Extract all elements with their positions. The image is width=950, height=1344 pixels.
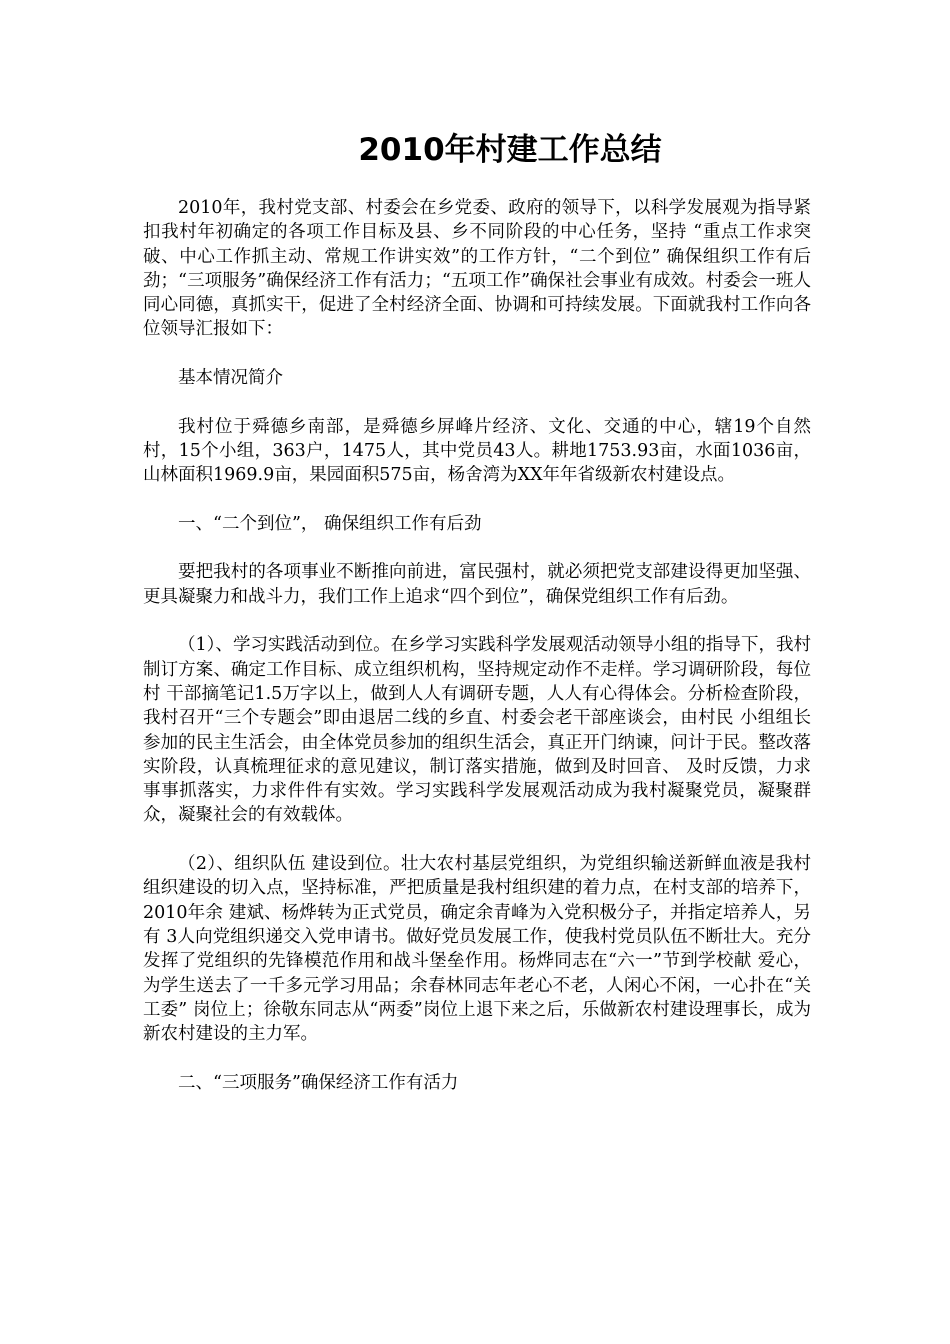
item-1-paragraph: （1）、学习实践活动到位。在乡学习实践科学发展观活动领导小组的指导下，我村制订方案、确定工作目标、成立组织机构，坚持规定动作不走样。学习调研阶段，每位村 干部摘笔记1.5万字以上，做到人人有调研专题，人人有心得体会。分析检查阶段，我村召开“三个专题会”即由退居二线的乡直、村委会老干部座谈会，由村民 小组组长参加的民主生活会，由全体党员参加的组织生活会，真正开门纳谏，问计于民。整改落实阶段，认真梳理征求的意见建议，制订落实措施，做到及时回音、 及时反馈，力求事事抓落实，力求件件有实效。学习实践科学发展观活动成为我村凝聚党员，凝聚群众，凝聚社会的有效载体。: [143, 635, 811, 826]
section-heading-two: 二、“三项服务”确保经济工作有活力: [178, 1072, 459, 1093]
intro-paragraph: 2010年，我村党支部、村委会在乡党委、政府的领导下，以科学发展观为指导紧扣我村年初确定的各项工作目标及县、乡不同阶段的中心任务，坚持 “重点工作求突破、中心工作抓主动、常规工作讲实效”的工作方针，“二个到位” 确保组织工作有后劲；“三项服务”确保经济工作有活力；“五项工作”确保社会事业有成效。村委会一班人同心同德，真抓实干，促进了全村经济全面、协调和可持续发展。下面就我村工作向各位领导汇报如下：: [143, 198, 811, 340]
item-2-paragraph: （2）、组织队伍 建设到位。壮大农村基层党组织，为党组织输送新鲜血液是我村组织建设的切入点，坚持标准，严把质量是我村组织建的着力点，在村支部的培养下，2010年余 建斌、杨烨转为正式党员，确定余青峰为入党积极分子，并指定培养人，另有 3人向党组织递交入党申请书。做好党员发展工作，使我村党员队伍不断壮大。充分发挥了党组织的先锋模范作用和战斗堡垒作用。杨烨同志在“六一”节到学校献 爱心，为学生送去了一千多元学习用品；余春林同志年老心不老，人闲心不闲，一心扑在“关工委” 岗位上；徐敬东同志从“两委”岗位上退下来之后，乐做新农村建设理事长，成为新农村建设的主力军。: [143, 854, 811, 1045]
section-heading-basic-situation: 基本情况简介: [178, 368, 283, 389]
document-title: 2010年村建工作总结: [358, 132, 662, 168]
document-body: [143, 196, 811, 1119]
basic-situation-paragraph: 我村位于舜德乡南部，是舜德乡屏峰片经济、文化、交通的中心，辖19个自然村，15个小组，363户，1475人，其中党员43人。耕地1753.93亩，水面1036亩，山林面积1969.9亩，果园面积575亩，杨舍湾为XX年年省级新农村建设点。: [143, 416, 811, 486]
section-heading-one: 一、“二个到位”， 确保组织工作有后劲: [178, 513, 482, 534]
section-one-paragraph: 要把我村的各项事业不断推向前进，富民强村，就必须把党支部建设得更加坚强、更具凝聚力和战斗力，我们工作上追求“四个到位”，确保党组织工作有后劲。: [143, 562, 811, 607]
